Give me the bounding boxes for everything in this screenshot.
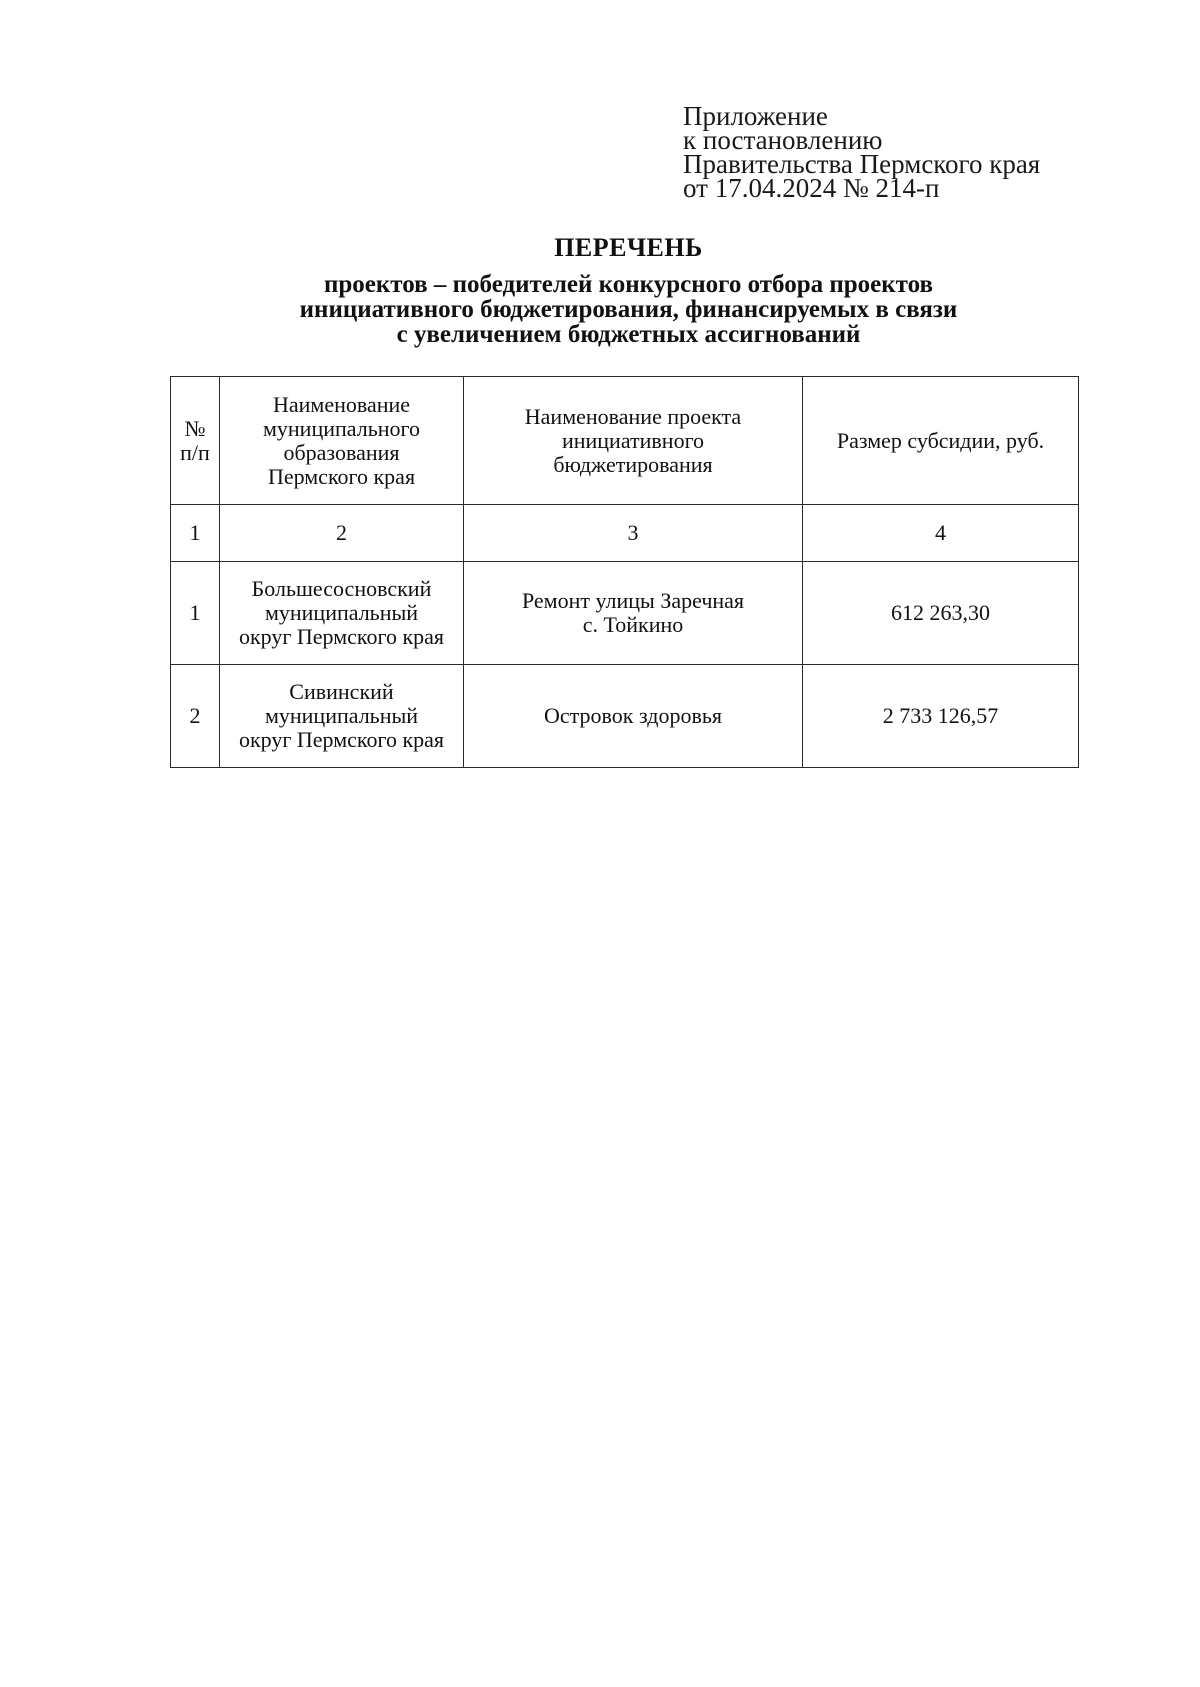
column-number: 1 [171, 505, 220, 562]
subtitle-line: проектов – победителей конкурсного отбора проектов [323, 271, 933, 298]
project-cell: Островок здоровья [464, 665, 803, 768]
column-number-row [171, 505, 1079, 562]
table-row [171, 562, 1079, 665]
appendix-line: Приложение [683, 101, 828, 131]
project-cell: Ремонт улицы Заречная с. Тойкино [464, 562, 803, 665]
appendix-line: Правительства Пермского края [683, 149, 1041, 179]
subtitle-line: инициативного бюджетирования, финансируемых в связи [299, 296, 958, 323]
header-number: № п/п [171, 377, 220, 505]
header-municipality: Наименование муниципального образования Пермского края [220, 377, 464, 505]
municipality-cell: Сивинский муниципальный округ Пермского края [220, 665, 464, 768]
subtitle-line: с увеличением бюджетных ассигнований [396, 321, 861, 348]
projects-table [170, 376, 1079, 768]
appendix-line: от 17.04.2024 № 214-п [683, 173, 940, 203]
table-row [171, 665, 1079, 768]
appendix-note [683, 101, 1041, 203]
row-number: 2 [171, 665, 220, 768]
subsidy-cell: 2 733 126,57 [803, 665, 1079, 768]
document-subtitle [0, 272, 1200, 347]
column-number: 3 [464, 505, 803, 562]
table-header-row [171, 377, 1079, 505]
column-number: 4 [803, 505, 1079, 562]
document-title: ПЕРЕЧЕНЬ [554, 233, 703, 262]
municipality-cell: Большесосновский муниципальный округ Пермского края [220, 562, 464, 665]
column-number: 2 [220, 505, 464, 562]
header-subsidy: Размер субсидии, руб. [803, 377, 1079, 505]
appendix-line: к постановлению [683, 125, 883, 155]
header-project: Наименование проекта инициативного бюджетирования [464, 377, 803, 505]
subsidy-cell: 612 263,30 [803, 562, 1079, 665]
row-number: 1 [171, 562, 220, 665]
